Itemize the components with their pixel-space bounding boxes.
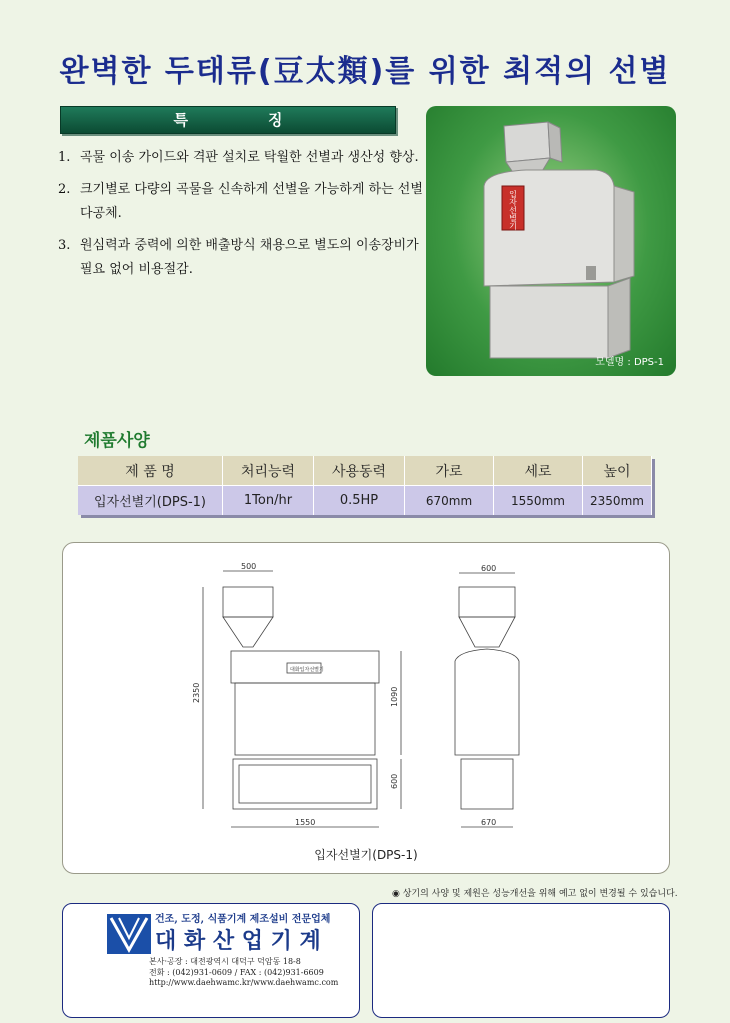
company-url[interactable]: http://www.daehwamc.kr/www.daehwamc.com: [149, 978, 339, 987]
feature-num: 1.: [58, 150, 71, 165]
dim-lower: 600: [390, 773, 399, 789]
spec-header-cell: 사용동력: [314, 456, 405, 486]
spec-cell: 1550mm: [494, 486, 583, 516]
side-housing: [455, 649, 519, 755]
company-name: 대 화 산 업 기 계: [155, 929, 321, 954]
hopper-funnel: [223, 617, 273, 647]
spec-header-cell: 세로: [494, 456, 583, 486]
dim-width-front: 1550: [295, 818, 316, 827]
hopper-front: [223, 587, 273, 617]
spec-cell: 2350mm: [583, 486, 652, 516]
machine-illustration: [426, 106, 676, 376]
company-address: 본사·공장 : 대전광역시 대덕구 덕암동 18-8: [149, 957, 301, 966]
middle-housing: [235, 683, 375, 755]
lower-frame: [233, 759, 377, 809]
features-heading: 특징: [60, 106, 396, 134]
feature-text: 곡물 이송 가이드와 격판 설치로 탁월한 선별과 생산성 향상.: [80, 150, 419, 165]
company-tagline: 건조, 도정, 식품기계 제조설비 전문업체: [155, 914, 331, 925]
side-frame: [461, 759, 513, 809]
spec-table: [78, 456, 652, 515]
feature-num: 3.: [58, 238, 71, 253]
hopper-side: [459, 587, 515, 617]
dim-top-front: 500: [241, 562, 257, 571]
spec-row: [78, 486, 652, 516]
dealer-box: [372, 903, 670, 1018]
spec-header-cell: 처리능력: [223, 456, 314, 486]
company-phone: 전화 : (042)931-0609 / FAX : (042)931-6609: [149, 968, 324, 977]
feature-num: 2.: [58, 182, 71, 197]
dim-upper: 1090: [390, 686, 399, 707]
spec-cell: 입자선별기(DPS-1): [78, 486, 223, 516]
model-label: 모델명 : DPS-1: [595, 357, 664, 368]
spec-cell: 0.5HP: [314, 486, 405, 516]
technical-drawing: [62, 542, 670, 874]
page-title: 완벽한 두태류(豆太類)를 위한 최적의 선별: [59, 54, 671, 89]
spec-change-note: ◉ 상기의 사양 및 제원은 성능개선을 위해 예고 없이 변경될 수 있습니다.: [392, 889, 678, 899]
feature-item-3: [58, 234, 419, 282]
company-logo-icon: [107, 914, 151, 954]
feature-text: 원심력과 중력에 의한 배출방식 채용으로 별도의 이송장비가: [80, 238, 419, 253]
spec-cell: 1Ton/hr: [223, 486, 314, 516]
feature-item-2: [58, 178, 423, 226]
drawing-svg: [63, 543, 669, 843]
company-box: [62, 903, 360, 1018]
dim-height: 2350: [192, 682, 201, 703]
feature-text: 크기별로 다량의 곡물을 신속하게 선별을 가능하게 하는 선별: [80, 182, 423, 197]
spec-header-cell: 가로: [405, 456, 494, 486]
machine-plate-text: 입자선별기: [508, 190, 518, 230]
hopper-side-funnel: [459, 617, 515, 647]
dim-top-side: 600: [481, 564, 497, 573]
lower-panel: [239, 765, 371, 803]
drawing-caption: 입자선별기(DPS-1): [314, 848, 418, 862]
feature-item-1: [58, 146, 419, 170]
spec-header-cell: 높이: [583, 456, 652, 486]
product-photo: [426, 106, 676, 376]
spec-cell: 670mm: [405, 486, 494, 516]
spec-heading: 제품사양: [84, 431, 150, 451]
feature-text-cont: 다공체.: [80, 206, 122, 221]
spec-header-cell: 제 품 명: [78, 456, 223, 486]
plate-text: 대화입자선별기: [290, 667, 324, 673]
dim-width-side: 670: [481, 818, 497, 827]
feature-text-cont: 필요 없어 비용절감.: [80, 262, 193, 277]
spec-header-row: [78, 456, 652, 486]
